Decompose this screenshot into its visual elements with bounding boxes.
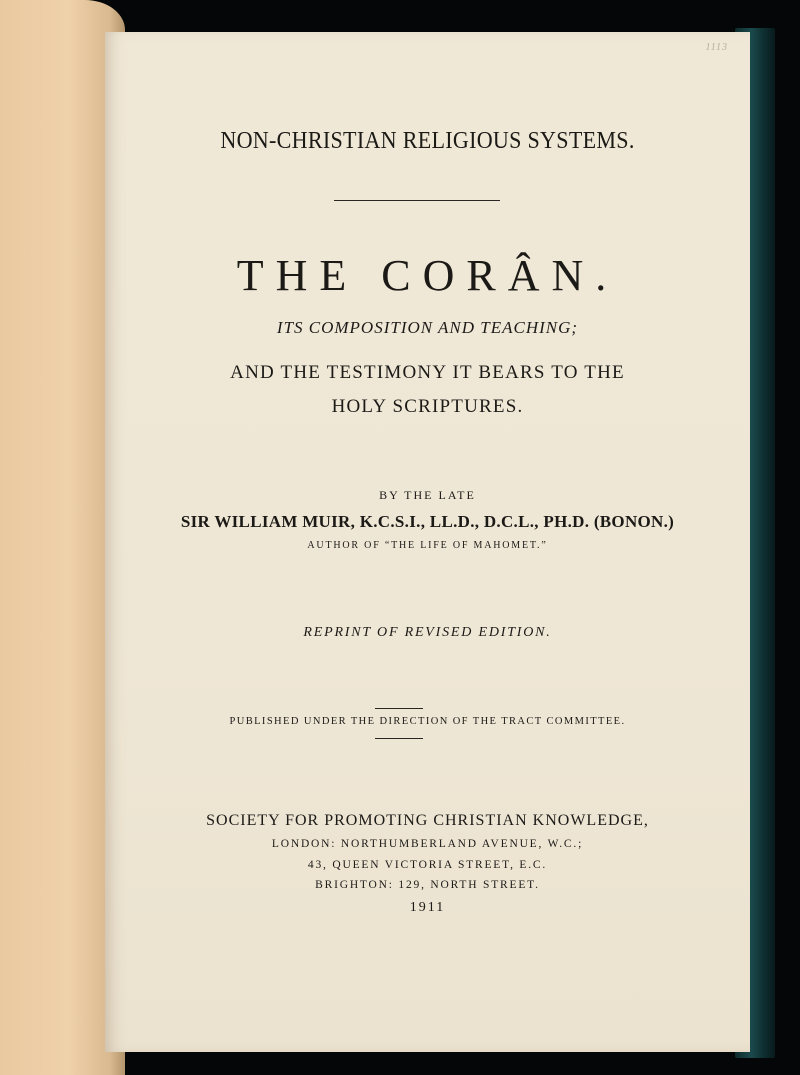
title-page	[105, 32, 750, 1052]
book-title: THE CORÂN.	[236, 251, 619, 300]
imprint-line-1: LONDON: NORTHUMBERLAND AVENUE, W.C.;	[271, 838, 584, 850]
publication-year: 1911	[409, 900, 446, 915]
publisher-name: SOCIETY FOR PROMOTING CHRISTIAN KNOWLEDGE,	[206, 812, 649, 829]
imprint-line-2: 43, QUEEN VICTORIA STREET, E.C.	[307, 859, 548, 871]
by-line: BY THE LATE	[379, 488, 476, 502]
author-name: SIR WILLIAM MUIR, K.C.S.I., LL.D., D.C.L., PH.D. (BONON.)	[180, 512, 675, 531]
subtitle-italic: ITS COMPOSITION AND TEACHING;	[276, 318, 579, 337]
published-rule-bottom	[375, 738, 423, 739]
title-rule	[334, 200, 500, 201]
published-note: PUBLISHED UNDER THE DIRECTION OF THE TRACT COMMITTEE.	[229, 716, 626, 727]
subtitle-line-2: HOLY SCRIPTURES.	[331, 396, 524, 417]
subtitle-line-1: AND THE TESTIMONY IT BEARS TO THE	[230, 362, 625, 383]
author-note: AUTHOR OF “THE LIFE OF MAHOMET.”	[307, 540, 548, 551]
imprint-line-3: BRIGHTON: 129, NORTH STREET.	[315, 879, 540, 891]
published-rule-top	[375, 708, 423, 709]
series-title: NON-CHRISTIAN RELIGIOUS SYSTEMS.	[220, 128, 635, 154]
edition-note: REPRINT OF REVISED EDITION.	[303, 625, 552, 640]
pencil-note: 1113	[705, 42, 728, 53]
